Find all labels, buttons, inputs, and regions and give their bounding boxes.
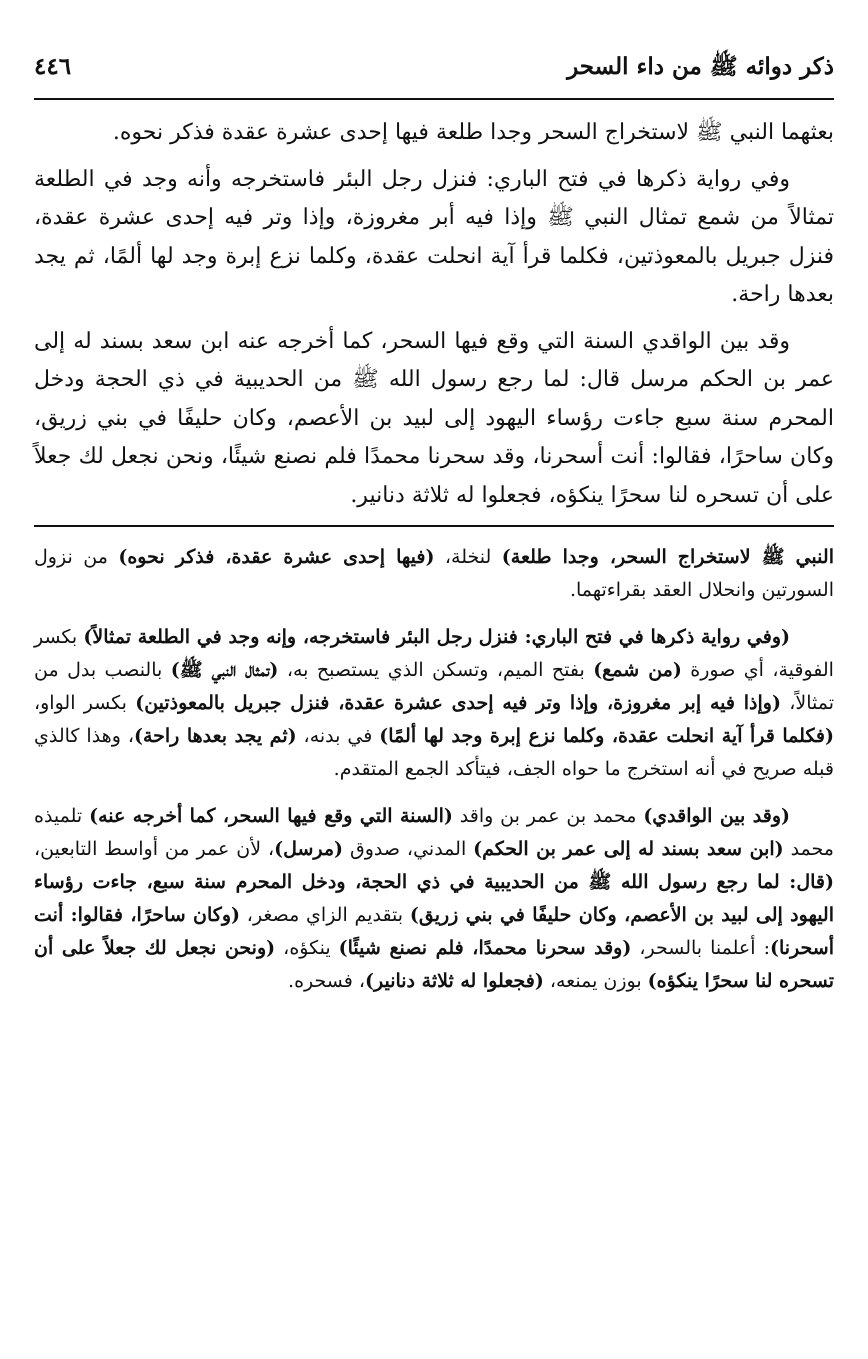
commentary-text-segment: لنخلة،	[434, 546, 502, 568]
quoted-matn-segment: (وكان ساحرًا، فقالوا: أنت أسحرنا)	[34, 904, 834, 959]
main-paragraph-1: بعثهما النبي ﷺ لاستخراج السحر وجدا طلعة فيها إحدى عشرة عقدة فذكر نحوه.	[112, 120, 834, 145]
commentary-paragraph-3	[34, 800, 834, 998]
main-paragraph-2: وفي رواية ذكرها في فتح الباري: فنزل رجل البئر فاستخرجه وأنه وجد في الطلعة تمثالاً من شمع تمثال النبي ﷺ وإذا فيه أبر مغروزة، وإذا وتر فيه إحدى عشرة عقدة، فنزل جبريل بالمعوذتين، فكلما قرأ آية انحلت عقدة، وكلما نزع إبرة وجد لها ألمًا، ثم يجد بعدها راحة.	[34, 166, 834, 307]
quoted-matn-segment: (وإذا فيه إبر مغروزة، وإذا وتر فيه إحدى عشرة عقدة، فنزل جبريل بالمعوذتين)	[135, 692, 781, 714]
quoted-matn-segment: النبي ﷺ لاستخراج السحر، وجدا طلعة)	[501, 546, 834, 568]
main-paragraph-3: وقد بين الواقدي السنة التي وقع فيها السحر، كما أخرجه عنه ابن سعد بسند له إلى عمر بن الحكم مرسل قال: لما رجع رسول الله ﷺ من الحديبية في ذي الحجة ودخل المحرم سنة سبع جاءت رؤساء اليهود إلى لبيد بن الأعصم، وكان حليفًا في بني زريق، وكان ساحرًا، فقالوا: أنت أسحرنا، وقد سحرنا محمدًا فلم نصنع شيئًا، ونحن نجعل لك جعلاً على أن تسحره لنا سحرًا ينكؤه، فجعلوا له ثلاثة دنانير.	[34, 328, 834, 508]
quoted-matn-segment: (ونحن نجعل لك جعلاً على أن تسحره لنا سحرًا ينكؤه)	[34, 937, 834, 992]
commentary-text-segment: بكسر الفوقية، أي صورة	[34, 626, 834, 681]
commentary-text-segment: بفتح الميم، وتسكن الذي يستصبح به،	[278, 659, 594, 681]
quoted-matn-segment: (وقد سحرنا محمدًا، فلم نصنع شيئًا)	[338, 937, 632, 959]
commentary-text-segment: من نزول السورتين وانحلال العقد بقراءتهما.	[34, 546, 834, 601]
page-header	[34, 52, 834, 100]
commentary-text-segment: ، وهذا كالذي قبله صريح في أنه استخرج ما حواه الجف، فيتأكد الجمع المتقدم.	[34, 725, 834, 780]
commentary-text-segment: تلميذه محمد	[34, 805, 834, 860]
quoted-matn-segment: (السنة التي وقع فيها السحر، كما أخرجه عنه)	[89, 805, 453, 827]
commentary-text-segment: ، فسحره.	[288, 970, 365, 992]
commentary-text-segment: في بدنه،	[296, 725, 380, 747]
footnote-separator	[34, 525, 834, 527]
commentary-text-segment: بوزن يمنعه،	[543, 970, 648, 992]
commentary-text-segment: ، لأن عمر من أواسط التابعين،	[34, 838, 275, 860]
commentary-paragraph-1	[34, 541, 834, 607]
quoted-matn-segment: (قال: لما رجع رسول الله ﷺ من الحديبية في ذي الحجة، ودخل المحرم سنة سبع، جاءت رؤساء اليهود إلى لبيد بن الأعصم، وكان حليفًا في بني زريق)	[34, 871, 835, 926]
quoted-matn-segment: (مرسل)	[274, 838, 344, 860]
quoted-matn-segment: (وقد بين الواقدي)	[643, 805, 790, 827]
quoted-matn-segment: (فيها إحدى عشرة عقدة، فذكر نحوه)	[118, 546, 435, 568]
quoted-matn-segment: (وفي رواية ذكرها في فتح الباري: فنزل رجل البئر فاستخرجه، وإنه وجد في الطلعة تمثالاً)	[83, 626, 791, 648]
commentary-text-segment: بكسر الواو،	[34, 692, 136, 714]
quoted-matn-segment: (فجعلوا له ثلاثة دنانير)	[364, 970, 544, 992]
page-number: ٤٤٦	[34, 53, 72, 80]
book-page	[34, 52, 834, 1332]
quoted-matn-segment: (ابن سعد بسند له إلى عمر بن الحكم)	[473, 838, 784, 860]
commentary-text-segment: بالنصب بدل من تمثالاً،	[34, 659, 834, 714]
quoted-matn-segment: (تمثال النبي ﷺ)	[170, 659, 279, 681]
commentary-text-segment: بتقديم الزاي مصغر،	[240, 904, 410, 926]
commentary-paragraph-2	[34, 621, 834, 786]
commentary	[34, 541, 834, 998]
quoted-matn-segment: (فكلما قرأ آية انحلت عقدة، وكلما نزع إبرة وجد لها ألمًا)	[379, 725, 835, 747]
commentary-text-segment: محمد بن عمر بن واقد	[452, 805, 644, 827]
commentary-text-segment: : أعلمنا بالسحر،	[631, 937, 770, 959]
commentary-text-segment: المدني، صدوق	[343, 838, 474, 860]
quoted-matn-segment: (ثم يجد بعدها راحة)	[133, 725, 297, 747]
commentary-text-segment: ينكؤه،	[275, 937, 339, 959]
main-text	[34, 114, 834, 515]
running-title: ذكر دوائه ﷺ من داء السحر	[567, 53, 834, 80]
quoted-matn-segment: (من شمع)	[593, 659, 682, 681]
